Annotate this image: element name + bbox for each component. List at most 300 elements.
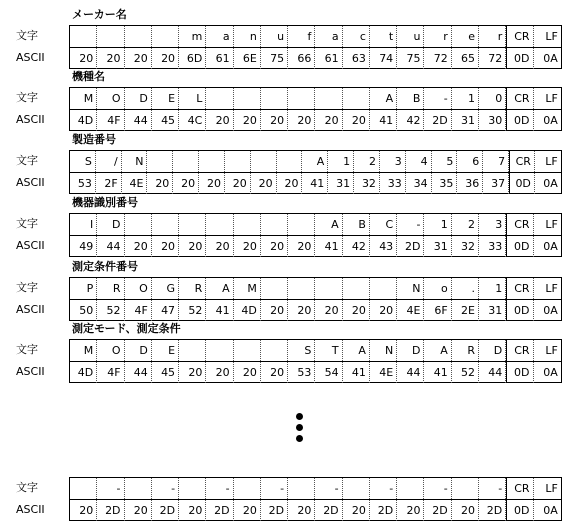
ascii-cell: 50 — [70, 300, 97, 321]
ascii-cell: 49 — [70, 236, 97, 257]
char-cell: CR — [506, 478, 533, 499]
ascii-cell: 41 — [343, 362, 370, 383]
ascii-cell: 34 — [406, 173, 432, 194]
char-cell: . — [452, 278, 479, 299]
char-cell — [261, 340, 288, 361]
ascii-cell: 44 — [479, 362, 506, 383]
ascii-cell: 42 — [397, 110, 424, 131]
row-label-char: 文字 — [16, 281, 38, 294]
ascii-cell: 72 — [424, 48, 451, 69]
ascii-cell: 45 — [152, 110, 179, 131]
ascii-cell: 2D — [152, 500, 179, 521]
char-cell: n — [234, 26, 261, 47]
char-cell — [70, 478, 97, 499]
char-cell: M — [70, 88, 97, 109]
ascii-cell: 4E — [370, 362, 397, 383]
char-cell: - — [397, 214, 424, 235]
char-cell — [125, 26, 152, 47]
ascii-cell: 20 — [152, 236, 179, 257]
ascii-cell: 52 — [452, 362, 479, 383]
char-cell: G — [152, 278, 179, 299]
char-cell: - — [424, 88, 451, 109]
ascii-cell: 53 — [70, 173, 96, 194]
char-cell: LF — [545, 92, 558, 105]
char-cell: 7 — [483, 151, 509, 172]
ascii-cell: 20 — [199, 173, 225, 194]
char-cell: u — [397, 26, 424, 47]
section-title: 機器識別番号 — [72, 196, 138, 209]
ascii-cell: 20 — [179, 236, 206, 257]
char-cell: I — [70, 214, 97, 235]
char-cell — [261, 88, 288, 109]
char-row — [70, 88, 561, 110]
char-cell — [199, 151, 225, 172]
ascii-cell: 74 — [370, 48, 397, 69]
char-cell — [179, 340, 206, 361]
char-cell: D — [479, 340, 506, 361]
ascii-cell: 20 — [277, 173, 303, 194]
ascii-row — [70, 362, 561, 383]
char-cell: 3 — [479, 214, 506, 235]
ascii-cell: 65 — [452, 48, 479, 69]
ascii-cell: 32 — [452, 236, 479, 257]
ascii-cell: 2D — [397, 236, 424, 257]
ascii-cell: 31 — [328, 173, 354, 194]
ascii-cell: 31 — [452, 110, 479, 131]
char-cell: P — [70, 278, 97, 299]
section-title: メーカー名 — [72, 8, 127, 21]
char-cell: A — [206, 278, 233, 299]
ascii-cell: 20 — [234, 362, 261, 383]
char-cell: A — [315, 214, 342, 235]
char-cell: CR — [506, 214, 533, 235]
char-cell — [288, 478, 315, 499]
ascii-cell: 0D — [506, 362, 533, 383]
ascii-cell: 20 — [125, 48, 152, 69]
ascii-cell: 33 — [479, 236, 506, 257]
ascii-cell: 41 — [370, 110, 397, 131]
char-cell: M — [70, 340, 97, 361]
char-row — [70, 340, 561, 362]
ascii-cell: 0A — [543, 304, 558, 317]
ascii-cell: 20 — [315, 110, 342, 131]
char-cell — [152, 214, 179, 235]
ascii-cell: 20 — [97, 48, 124, 69]
ascii-cell: 0D — [506, 500, 533, 521]
ascii-cell: 20 — [288, 110, 315, 131]
section-title: 製造番号 — [72, 133, 116, 146]
ascii-cell: 20 — [206, 236, 233, 257]
char-cell: 1 — [452, 88, 479, 109]
char-cell: a — [315, 26, 342, 47]
char-cell: - — [261, 478, 288, 499]
char-cell — [261, 214, 288, 235]
char-cell: CR — [506, 88, 533, 109]
char-cell — [125, 478, 152, 499]
ascii-cell: 35 — [432, 173, 458, 194]
ascii-cell: 2D — [261, 500, 288, 521]
ascii-cell: 4F — [125, 300, 152, 321]
byte-grid — [69, 277, 562, 321]
char-cell — [97, 26, 124, 47]
ascii-cell: 4D — [70, 110, 97, 131]
char-cell — [315, 88, 342, 109]
ascii-cell: 44 — [97, 236, 124, 257]
ascii-row — [70, 500, 561, 521]
row-label-char: 文字 — [16, 217, 38, 230]
char-cell: R — [452, 340, 479, 361]
ascii-cell: 75 — [397, 48, 424, 69]
section-title: 測定モード、測定条件 — [72, 322, 181, 335]
ascii-cell: 47 — [152, 300, 179, 321]
ascii-cell: 20 — [234, 236, 261, 257]
ascii-cell: 31 — [424, 236, 451, 257]
char-cell: - — [152, 478, 179, 499]
char-cell — [125, 214, 152, 235]
ascii-cell: 20 — [147, 173, 173, 194]
ascii-cell: 4E — [397, 300, 424, 321]
ascii-cell: 20 — [288, 236, 315, 257]
char-cell: CR — [506, 340, 533, 361]
char-cell: f — [288, 26, 315, 47]
char-cell — [225, 151, 251, 172]
section-title: 機種名 — [72, 70, 105, 83]
char-row — [70, 478, 561, 500]
char-cell: S — [288, 340, 315, 361]
ascii-cell: 20 — [343, 300, 370, 321]
ascii-cell: 2D — [424, 500, 451, 521]
ascii-cell: 61 — [315, 48, 342, 69]
row-label-char: 文字 — [16, 29, 38, 42]
char-cell: CR — [509, 151, 535, 172]
ascii-cell: 20 — [261, 110, 288, 131]
char-cell: E — [152, 88, 179, 109]
ascii-cell: 0D — [506, 110, 533, 131]
ascii-cell: 20 — [315, 300, 342, 321]
char-cell: u — [261, 26, 288, 47]
char-cell — [70, 26, 97, 47]
ascii-cell: 2D — [479, 500, 506, 521]
ellipsis-dot — [296, 435, 303, 442]
char-cell — [147, 151, 173, 172]
char-cell: CR — [506, 278, 533, 299]
ascii-cell: 0A — [543, 52, 558, 65]
ascii-cell: 20 — [70, 500, 97, 521]
ascii-cell: 4D — [70, 362, 97, 383]
char-cell — [288, 214, 315, 235]
ascii-cell: 20 — [206, 362, 233, 383]
char-cell: A — [424, 340, 451, 361]
ascii-cell: 0D — [506, 236, 533, 257]
byte-grid — [69, 213, 562, 257]
section — [0, 322, 575, 384]
ascii-cell: 2F — [96, 173, 122, 194]
char-cell — [152, 26, 179, 47]
ascii-cell: 37 — [483, 173, 509, 194]
ascii-cell: 61 — [206, 48, 233, 69]
char-cell: r — [424, 26, 451, 47]
ascii-row — [70, 110, 561, 131]
char-cell — [179, 214, 206, 235]
ascii-cell: 2D — [424, 110, 451, 131]
ascii-cell: 4C — [179, 110, 206, 131]
ascii-row — [70, 48, 561, 69]
ascii-cell: 44 — [125, 362, 152, 383]
section — [0, 70, 575, 132]
ascii-cell: 4D — [234, 300, 261, 321]
char-cell — [234, 214, 261, 235]
ascii-cell: 0D — [506, 300, 533, 321]
ascii-cell: 20 — [343, 500, 370, 521]
char-cell — [315, 278, 342, 299]
ascii-cell: 0D — [506, 48, 533, 69]
ascii-cell: 41 — [424, 362, 451, 383]
char-cell: N — [122, 151, 148, 172]
ascii-cell: 20 — [343, 110, 370, 131]
char-cell: o — [424, 278, 451, 299]
ascii-cell: 41 — [302, 173, 328, 194]
char-cell: LF — [545, 344, 558, 357]
ascii-cell: 20 — [397, 500, 424, 521]
char-cell: 4 — [406, 151, 432, 172]
row-label-char: 文字 — [16, 481, 38, 494]
char-cell: O — [97, 340, 124, 361]
char-cell: 1 — [424, 214, 451, 235]
char-cell — [397, 478, 424, 499]
ascii-cell: 20 — [125, 500, 152, 521]
ascii-cell: 30 — [479, 110, 506, 131]
char-cell: B — [343, 214, 370, 235]
ascii-row — [70, 173, 561, 194]
ascii-cell: 41 — [315, 236, 342, 257]
ascii-cell: 20 — [179, 500, 206, 521]
char-cell: 6 — [457, 151, 483, 172]
continuation-ellipsis — [296, 413, 306, 446]
char-cell — [288, 278, 315, 299]
ascii-cell: 32 — [354, 173, 380, 194]
section — [0, 196, 575, 258]
row-label-char: 文字 — [16, 91, 38, 104]
char-cell: 0 — [479, 88, 506, 109]
char-row — [70, 26, 561, 48]
char-cell: A — [370, 88, 397, 109]
ascii-cell: 0A — [543, 114, 558, 127]
char-row — [70, 151, 561, 173]
char-cell: c — [343, 26, 370, 47]
ascii-cell: 20 — [370, 300, 397, 321]
ascii-cell: 20 — [261, 362, 288, 383]
ascii-cell: 0A — [543, 504, 558, 517]
ellipsis-dot — [296, 424, 303, 431]
char-cell — [179, 478, 206, 499]
char-cell: O — [125, 278, 152, 299]
section — [0, 260, 575, 322]
char-cell — [206, 88, 233, 109]
ascii-cell: 0A — [543, 366, 558, 379]
char-cell — [370, 278, 397, 299]
ascii-cell: 2D — [206, 500, 233, 521]
ascii-cell: 20 — [206, 110, 233, 131]
ascii-cell: 31 — [479, 300, 506, 321]
ascii-cell: 36 — [457, 173, 483, 194]
char-cell: M — [234, 278, 261, 299]
section — [0, 460, 575, 522]
ascii-cell: 42 — [343, 236, 370, 257]
ascii-cell: 6E — [234, 48, 261, 69]
ascii-cell: 20 — [70, 48, 97, 69]
ascii-cell: 20 — [234, 110, 261, 131]
char-cell — [343, 478, 370, 499]
byte-grid — [69, 339, 562, 383]
char-cell — [234, 88, 261, 109]
row-label-ascii: ASCII — [16, 51, 45, 64]
row-label-ascii: ASCII — [16, 176, 45, 189]
char-cell: A — [302, 151, 328, 172]
ascii-cell: 2D — [315, 500, 342, 521]
ascii-cell: 66 — [288, 48, 315, 69]
char-cell: - — [315, 478, 342, 499]
section — [0, 133, 575, 195]
char-cell: LF — [545, 155, 558, 168]
char-cell: S — [70, 151, 96, 172]
char-cell: D — [97, 214, 124, 235]
char-cell: 1 — [328, 151, 354, 172]
ascii-cell: 20 — [225, 173, 251, 194]
ascii-cell: 44 — [125, 110, 152, 131]
ellipsis-dot — [296, 413, 303, 420]
ascii-row — [70, 236, 561, 257]
char-cell — [343, 278, 370, 299]
ascii-cell: 2D — [97, 500, 124, 521]
char-cell: A — [343, 340, 370, 361]
char-cell: e — [452, 26, 479, 47]
char-cell — [234, 340, 261, 361]
char-cell: LF — [545, 482, 558, 495]
char-cell: R — [179, 278, 206, 299]
ascii-cell: 4F — [97, 110, 124, 131]
ascii-cell: 6D — [179, 48, 206, 69]
char-cell: R — [97, 278, 124, 299]
ascii-cell: 75 — [261, 48, 288, 69]
char-cell: r — [479, 26, 506, 47]
ascii-cell: 4F — [97, 362, 124, 383]
ascii-cell: 2D — [370, 500, 397, 521]
char-row — [70, 214, 561, 236]
ascii-cell: 20 — [452, 500, 479, 521]
char-cell: D — [125, 340, 152, 361]
char-cell: a — [206, 26, 233, 47]
char-cell: T — [315, 340, 342, 361]
char-cell: / — [96, 151, 122, 172]
row-label-ascii: ASCII — [16, 365, 45, 378]
ascii-cell: 4E — [122, 173, 148, 194]
section-title: 測定条件番号 — [72, 260, 138, 273]
char-cell: 2 — [354, 151, 380, 172]
char-cell: LF — [545, 282, 558, 295]
ascii-cell: 33 — [380, 173, 406, 194]
char-cell — [234, 478, 261, 499]
byte-grid — [69, 477, 562, 521]
char-cell — [173, 151, 199, 172]
ascii-cell: 20 — [288, 300, 315, 321]
char-cell: - — [479, 478, 506, 499]
char-cell: O — [97, 88, 124, 109]
char-cell: E — [152, 340, 179, 361]
ascii-cell: 0A — [543, 240, 558, 253]
ascii-cell: 0D — [509, 173, 535, 194]
ascii-cell: 20 — [152, 48, 179, 69]
row-label-char: 文字 — [16, 154, 38, 167]
char-cell — [251, 151, 277, 172]
ascii-cell: 20 — [125, 236, 152, 257]
char-cell: N — [397, 278, 424, 299]
row-label-ascii: ASCII — [16, 303, 45, 316]
ascii-row — [70, 300, 561, 321]
ascii-cell: 41 — [206, 300, 233, 321]
ascii-cell: 44 — [397, 362, 424, 383]
char-cell: D — [125, 88, 152, 109]
ascii-cell: 72 — [479, 48, 506, 69]
char-cell: 3 — [380, 151, 406, 172]
char-cell: B — [397, 88, 424, 109]
ascii-cell: 2E — [452, 300, 479, 321]
char-cell: 5 — [432, 151, 458, 172]
ascii-cell: 20 — [261, 300, 288, 321]
ascii-cell: 0A — [543, 177, 558, 190]
ascii-cell: 20 — [261, 236, 288, 257]
ascii-cell: 63 — [343, 48, 370, 69]
ascii-cell: 20 — [251, 173, 277, 194]
char-cell: D — [397, 340, 424, 361]
char-cell: CR — [506, 26, 533, 47]
ascii-cell: 20 — [234, 500, 261, 521]
char-cell: L — [179, 88, 206, 109]
row-label-ascii: ASCII — [16, 503, 45, 516]
char-cell: 2 — [452, 214, 479, 235]
char-cell: m — [179, 26, 206, 47]
char-cell: t — [370, 26, 397, 47]
ascii-cell: 53 — [288, 362, 315, 383]
char-cell — [277, 151, 303, 172]
char-cell — [343, 88, 370, 109]
row-label-ascii: ASCII — [16, 113, 45, 126]
char-cell — [261, 278, 288, 299]
char-cell: - — [97, 478, 124, 499]
char-cell — [288, 88, 315, 109]
ascii-cell: 52 — [179, 300, 206, 321]
row-label-char: 文字 — [16, 343, 38, 356]
char-cell: N — [370, 340, 397, 361]
section — [0, 8, 575, 70]
ascii-cell: 43 — [370, 236, 397, 257]
char-cell: C — [370, 214, 397, 235]
row-label-ascii: ASCII — [16, 239, 45, 252]
char-cell: 1 — [479, 278, 506, 299]
ascii-cell: 20 — [179, 362, 206, 383]
ascii-cell: 45 — [152, 362, 179, 383]
char-cell — [452, 478, 479, 499]
char-cell: - — [206, 478, 233, 499]
ascii-cell: 20 — [288, 500, 315, 521]
byte-grid — [69, 87, 562, 131]
char-cell: - — [370, 478, 397, 499]
ascii-cell: 52 — [97, 300, 124, 321]
char-row — [70, 278, 561, 300]
char-cell: LF — [545, 218, 558, 231]
ascii-cell: 54 — [315, 362, 342, 383]
ascii-cell: 6F — [424, 300, 451, 321]
char-cell: LF — [545, 30, 558, 43]
